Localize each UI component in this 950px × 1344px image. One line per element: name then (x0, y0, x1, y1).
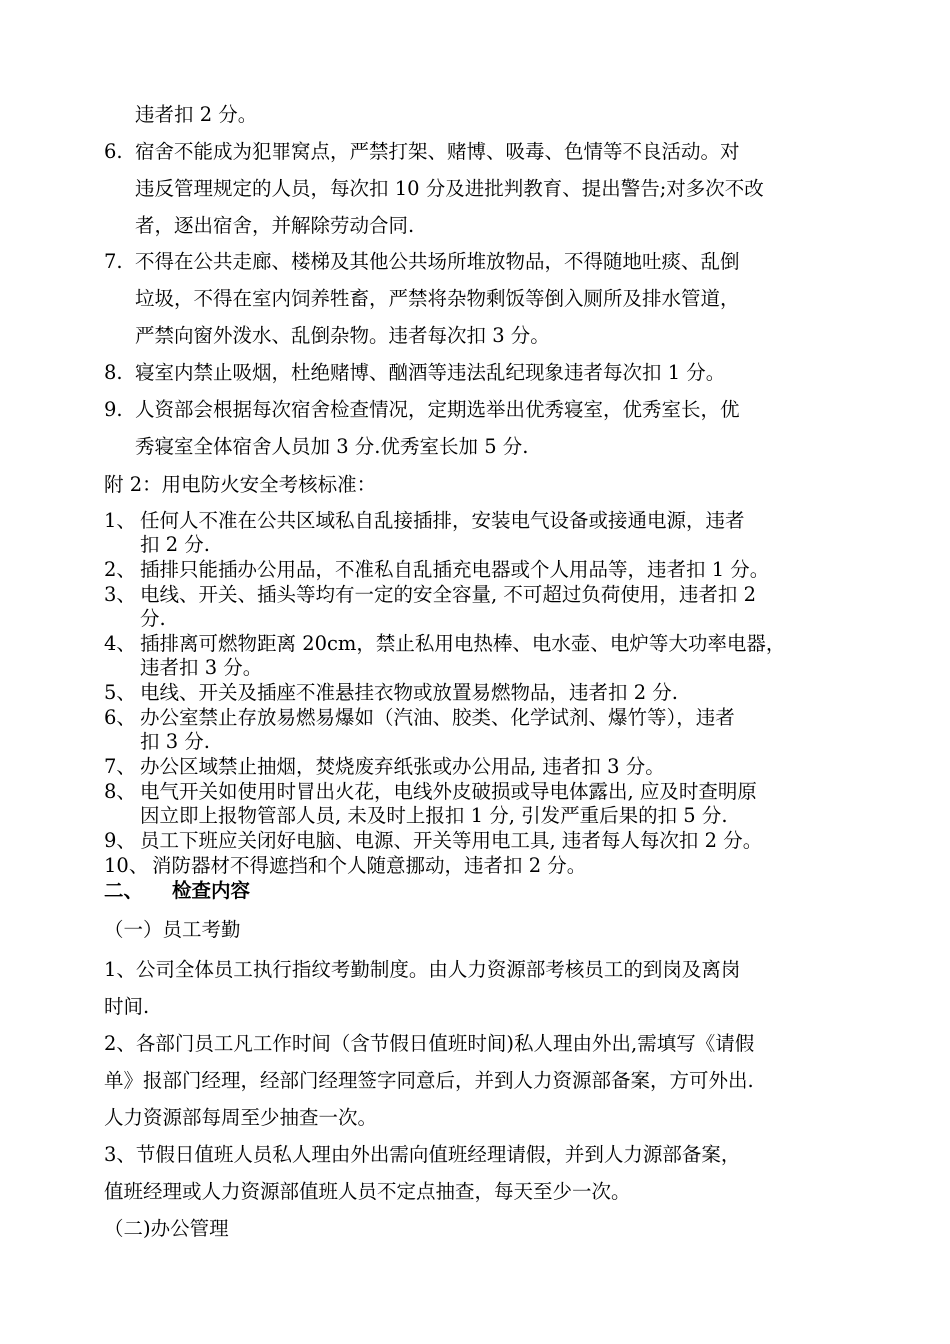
fire-1-line-1: 任何人不准在公共区域私自乱接插排，安装电气设备或接通电源，违者 (140, 509, 745, 532)
rule-6-line-3: 者，逐出宿舍，并解除劳动合同. (135, 214, 415, 237)
appendix2-title: 附 2：用电防火安全考核标准： (104, 473, 377, 496)
rule-8-number: 8. (104, 361, 123, 384)
attendance-1-line-1: 1、公司全体员工执行指纹考勤制度。由人力资源部考核员工的到岗及离岗 (104, 958, 741, 981)
fire-9-number: 9、 (104, 829, 136, 852)
rule-9-number: 9. (104, 398, 123, 421)
subsection1-title: （一）员工考勤 (104, 918, 241, 941)
rule-9-line-2: 秀寝室全体宿舍人员加 3 分.优秀室长加 5 分. (135, 435, 529, 458)
rule-6-line-1: 宿舍不能成为犯罪窝点，严禁打架、赌博、吸毒、色情等不良活动。对 (135, 140, 740, 163)
fire-4-number: 4、 (104, 632, 136, 655)
fire-9-line-1: 员工下班应关闭好电脑、电源、开关等用电工具, 违者每人每次扣 2 分。 (140, 829, 763, 852)
rule-7-line-1: 不得在公共走廊、楼梯及其他公共场所堆放物品，不得随地吐痰、乱倒 (135, 250, 740, 273)
attendance-3-line-1: 3、节假日值班人员私人理由外出需向值班经理请假，并到人力源部备案， (104, 1143, 741, 1166)
fire-2-line-1: 插排只能插办公用品，不准私自乱插充电器或个人用品等，违者扣 1 分。 (140, 558, 770, 581)
attendance-3-line-2: 值班经理或人力资源部值班人员不定点抽查，每天至少一次。 (104, 1180, 631, 1203)
fire-8-line-2: 因立即上报物管部人员, 未及时上报扣 1 分, 引发严重后果的扣 5 分. (140, 804, 728, 827)
fire-7-line-1: 办公区域禁止抽烟，焚烧废弃纸张或办公用品, 违者扣 3 分。 (140, 755, 665, 778)
fire-1-line-2: 扣 2 分. (140, 533, 211, 556)
fire-3-line-2: 分. (140, 607, 166, 630)
fire-10-line-1: 消防器材不得遮挡和个人随意挪动，违者扣 2 分。 (152, 854, 587, 877)
rule-7-line-3: 严禁向窗外泼水、乱倒杂物。违者每次扣 3 分。 (135, 324, 550, 347)
rule-6-number: 6. (104, 140, 123, 163)
rule-7-number: 7. (104, 250, 123, 273)
fire-6-number: 6、 (104, 706, 136, 729)
attendance-2-line-3: 人力资源部每周至少抽查一次。 (104, 1106, 378, 1129)
attendance-1-line-2: 时间. (104, 995, 150, 1018)
fire-8-line-1: 电气开关如使用时冒出火花，电线外皮破损或导电体露出, 应及时查明原 (140, 780, 757, 803)
fire-2-number: 2、 (104, 558, 136, 581)
section2-number: 二、 (104, 879, 144, 902)
rule-8-line-1: 寝室内禁止吸烟，杜绝赌博、酗酒等违法乱纪现象违者每次扣 1 分。 (135, 361, 726, 384)
fire-7-number: 7、 (104, 755, 136, 778)
fire-10-number: 10、 (104, 854, 149, 877)
fire-1-number: 1、 (104, 509, 136, 532)
fire-5-number: 5、 (104, 681, 136, 704)
rule-7-line-2: 垃圾，不得在室内饲养牲畜，严禁将杂物剩饭等倒入厕所及排水管道， (135, 287, 740, 310)
rule-6-line-2: 违反管理规定的人员，每次扣 10 分及进批判教育、提出警告;对多次不改 (135, 177, 764, 200)
fire-5-line-1: 电线、开关及插座不准悬挂衣物或放置易燃物品，违者扣 2 分. (140, 681, 679, 704)
attendance-2-line-1: 2、各部门员工凡工作时间（含节假日值班时间)私人理由外出,需填写《请假 (104, 1032, 755, 1055)
fire-3-line-1: 电线、开关、插头等均有一定的安全容量, 不可超过负荷使用，违者扣 2 (140, 583, 757, 606)
subsection2-title: （二)办公管理 (104, 1217, 229, 1240)
attendance-2-line-2: 单》报部门经理，经部门经理签字同意后，并到人力资源部备案，方可外出. (104, 1069, 754, 1092)
fire-3-number: 3、 (104, 583, 136, 606)
section2-title: 检查内容 (172, 879, 251, 902)
fire-4-line-1: 插排离可燃物距离 20cm，禁止私用电热棒、电水壶、电炉等大功率电器， (140, 632, 786, 655)
fire-6-line-2: 扣 3 分. (140, 730, 211, 753)
rule-5-cont-line: 违者扣 2 分。 (135, 103, 258, 126)
rule-9-line-1: 人资部会根据每次宿舍检查情况，定期选举出优秀寝室，优秀室长，优 (135, 398, 740, 421)
fire-6-line-1: 办公室禁止存放易燃易爆如（汽油、胶类、化学试剂、爆竹等），违者 (140, 706, 735, 729)
fire-4-line-2: 违者扣 3 分。 (140, 656, 263, 679)
fire-8-number: 8、 (104, 780, 136, 803)
